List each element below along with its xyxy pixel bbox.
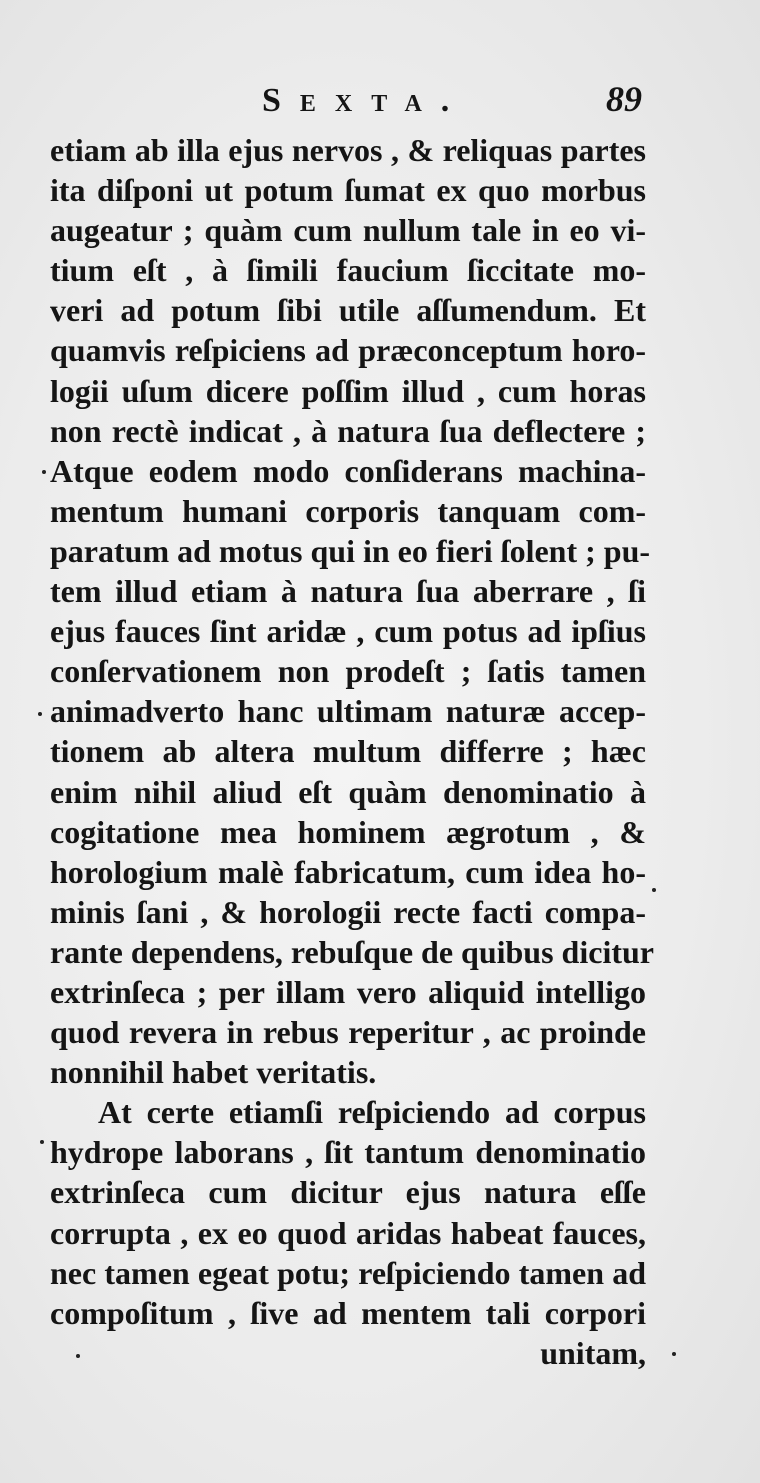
text-line: At certe etiamſi reſpiciendo ad corpus bbox=[98, 1094, 646, 1131]
text-line: ejus fauces ſint aridæ , cum potus ad ipſius bbox=[50, 613, 646, 650]
text-line: logii uſum dicere poſſim illud , cum horas bbox=[50, 372, 646, 409]
text-line: rante dependens, rebuſque de quibus dicitur bbox=[50, 933, 654, 970]
text-line: tem illud etiam à natura ſua aberrare , ſi bbox=[50, 573, 646, 610]
ink-speck bbox=[652, 888, 656, 892]
text-line: veri ad potum ſibi utile aſſumendum. Et bbox=[50, 292, 646, 329]
ink-speck bbox=[76, 1354, 80, 1358]
text-line: hydrope laborans , ſit tantum denominatio bbox=[50, 1134, 646, 1171]
text-line: augeatur ; quàm cum nullum tale in eo vi- bbox=[50, 212, 646, 249]
running-head bbox=[50, 78, 646, 126]
text-line: ita diſponi ut potum ſumat ex quo morbus bbox=[50, 172, 646, 209]
text-line: tium eſt , à ſimili faucium ſiccitate mo- bbox=[50, 252, 646, 289]
text-line: corrupta , ex eo quod aridas habeat fauces, bbox=[50, 1214, 646, 1251]
text-line: animadverto hanc ultimam naturæ accep- bbox=[50, 693, 646, 730]
text-line: paratum ad motus qui in eo fieri ſolent ; pu- bbox=[50, 532, 651, 569]
text-line: extrinſeca ; per illam vero aliquid intelligo bbox=[50, 973, 646, 1010]
text-line: nonnihil habet veritatis. bbox=[50, 1054, 377, 1091]
text-line: minis ſani , & horologii recte facti compa- bbox=[50, 893, 646, 930]
catchword: unitam, bbox=[540, 1334, 646, 1371]
ink-speck bbox=[672, 1352, 676, 1356]
text-line: quod revera in rebus reperitur , ac proinde bbox=[50, 1014, 646, 1051]
running-title: Sexta. bbox=[262, 82, 469, 119]
text-line: cogitatione mea hominem ægrotum , & bbox=[50, 813, 646, 850]
ink-speck bbox=[38, 712, 42, 716]
text-line: extrinſeca cum dicitur ejus natura eſſe bbox=[50, 1174, 646, 1211]
page-number: 89 bbox=[606, 79, 642, 119]
text-line: quamvis reſpiciens ad præconceptum horo- bbox=[50, 332, 646, 369]
ink-speck bbox=[42, 470, 46, 474]
text-block bbox=[50, 130, 654, 1373]
text-line: Atque eodem modo conſiderans machina- bbox=[50, 452, 646, 489]
text-line: non rectè indicat , à natura ſua deflectere ; bbox=[50, 412, 646, 449]
text-line: tionem ab altera multum differre ; hæc bbox=[50, 733, 646, 770]
text-line: nec tamen egeat potu; reſpiciendo tamen ad bbox=[50, 1254, 646, 1291]
text-line: compoſitum , ſive ad mentem tali corpori bbox=[50, 1294, 646, 1331]
ink-speck bbox=[40, 1140, 44, 1144]
text-line: horologium malè fabricatum, cum idea ho- bbox=[50, 853, 646, 890]
text-line: conſervationem non prodeſt ; ſatis tamen bbox=[50, 653, 646, 690]
paragraph-1 bbox=[50, 130, 654, 1092]
text-line: mentum humani corporis tanquam com- bbox=[50, 492, 646, 529]
paragraph-2 bbox=[50, 1092, 646, 1333]
text-line: enim nihil aliud eſt quàm denominatio à bbox=[50, 773, 646, 810]
text-line: etiam ab illa ejus nervos , & reliquas partes bbox=[50, 132, 646, 168]
